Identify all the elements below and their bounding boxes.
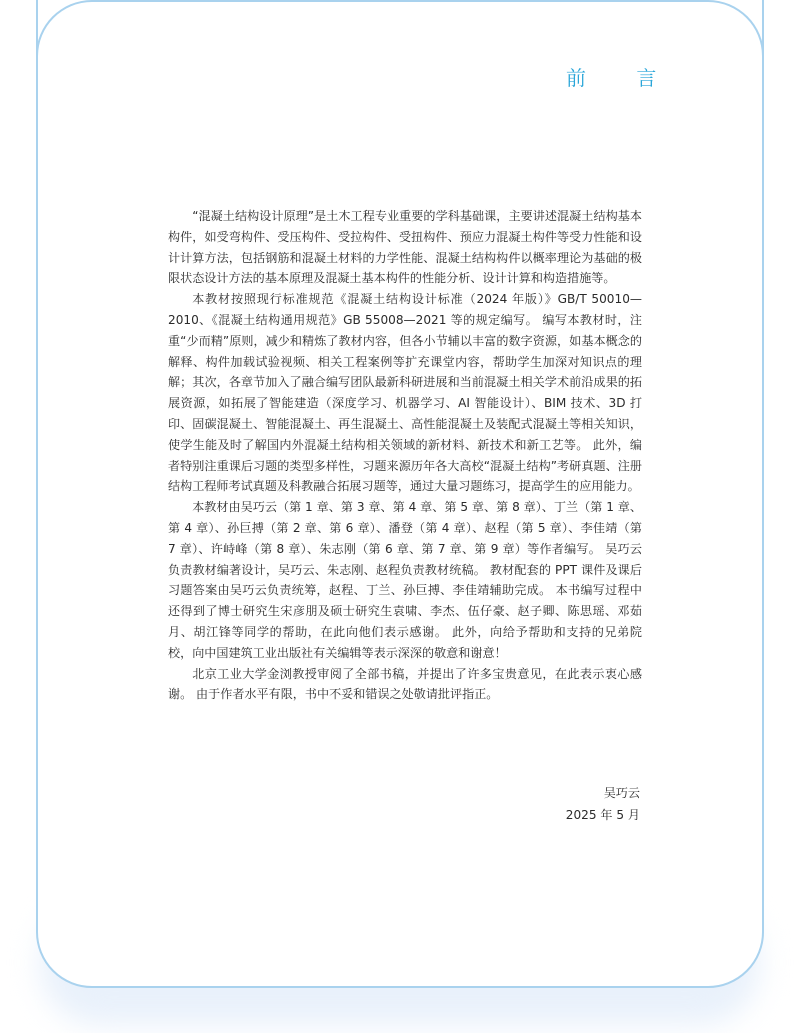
page-frame-top bbox=[36, 0, 764, 60]
paragraph-4: 北京工业大学金浏教授审阅了全部书稿，并提出了许多宝贵意见，在此表示衷心感谢。 由于作者水平有限，书中不妥和错误之处敬请批评指正。 bbox=[168, 666, 642, 702]
preface-body bbox=[168, 206, 642, 705]
signature-name: 吴巧云 bbox=[603, 786, 640, 800]
paragraph-2: 本教材按照现行标准规范《混凝土结构设计标准（2024 年版）》GB/T 50010—2010、《混凝土结构通用规范》GB 55008—2021 等的规定编写。 编写本教材时，注重“少而精”原则，减少和精炼了教材内容，但各小节辅以丰富的数字资源，如基本概念的解释、构件加载试验视频、相关工程案例等扩充课堂内容，帮助学生加深对知识点的理解；其次，各章节加入了融合编写团队最新科研进展和当前混凝土相关学术前沿成果的拓展资源，如拓展了智能建造（深度学习、机器学习、AI 智能设计）、BIM 技术、3D 打印、固碳混凝土、智能混凝土、再生混凝土、高性能混凝土及装配式混凝土等相关知识，使学生能及时了解国内外混凝土结构相关领域的新材料、新技术和新工艺等。 此外，编者特别注重课后习题的类型多样性，习题来源历年各大高校“混凝土结构”考研真题、注册结构工程师考试真题及科教融合拓展习题等，通过大量习题练习，提高学生的应用能力。 bbox=[168, 292, 642, 494]
paragraph-1: “混凝土结构设计原理”是土木工程专业重要的学科基础课，主要讲述混凝土结构基本构件，如受弯构件、受压构件、受拉构件、受扭构件、预应力混凝土构件等受力性能和设计计算方法，包括钢筋和混凝土材料的力学性能、混凝土结构构件以概率理论为基础的极限状态设计方法的基本原理及混凝土基本构件的性能分析、设计计算和构造措施等。 bbox=[168, 209, 642, 286]
signature-date: 2025 年 5 月 bbox=[565, 808, 640, 822]
page-title: 前 言 bbox=[566, 66, 679, 90]
paragraph-3: 本教材由吴巧云（第 1 章、第 3 章、第 4 章、第 5 章、第 8 章）、丁兰（第 1 章、第 4 章）、孙巨搏（第 2 章、第 6 章）、潘登（第 4 章）、赵程（第 5 章）、李佳靖（第 7 章）、许峙峰（第 8 章）、朱志刚（第 6 章、第 7 章、第 9 章）等作者编写。 吴巧云负责教材编著设计，吴巧云、朱志刚、赵程负责教材统稿。 教材配套的 PPT 课件及课后习题答案由吴巧云负责统筹，赵程、丁兰、孙巨搏、李佳靖辅助完成。 本书编写过程中还得到了博士研究生宋彦朋及硕士研究生袁啸、李杰、伍仔豪、赵子卿、陈思瑶、邓茹月、胡江锋等同学的帮助，在此向他们表示感谢。 此外，向给予帮助和支持的兄弟院校，向中国建筑工业出版社有关编辑等表示深深的敬意和谢意！ bbox=[168, 500, 642, 660]
